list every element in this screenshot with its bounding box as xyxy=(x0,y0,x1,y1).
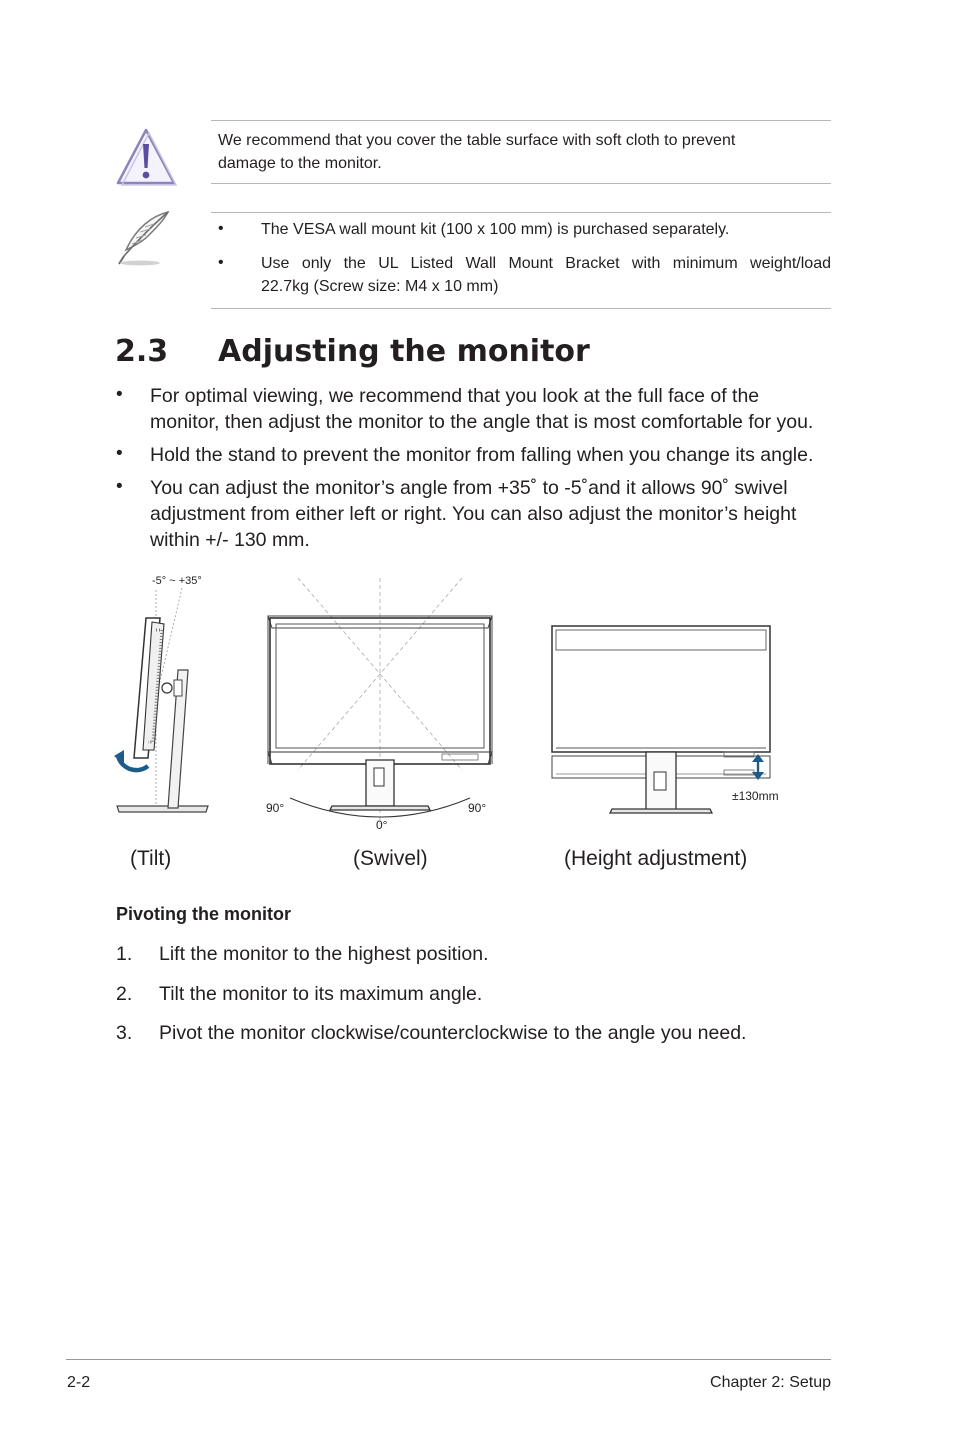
bullet-marker: • xyxy=(116,384,123,405)
footer-rule xyxy=(66,1359,831,1360)
caption-tilt: (Tilt) xyxy=(130,847,172,870)
section-title: Adjusting the monitor xyxy=(218,334,590,369)
section-number: 2.3 xyxy=(115,334,169,369)
note-item-2-line2: 22.7kg (Screw size: M4 x 10 mm) xyxy=(261,278,499,295)
bullet-1-line2: monitor, then adjust the monitor to the angle that is most comfortable for you. xyxy=(150,411,814,433)
bullet-3-line3: within +/- 130 mm. xyxy=(150,529,310,551)
bullet-marker: • xyxy=(116,443,123,464)
tilt-figure xyxy=(112,570,222,825)
step-text: Pivot the monitor clockwise/counterclockwise to the angle you need. xyxy=(159,1022,747,1044)
swivel-right-label: 90° xyxy=(468,801,487,815)
swivel-left-label: 90° xyxy=(266,801,285,815)
caption-height: (Height adjustment) xyxy=(564,847,748,870)
height-range-label: ±130mm xyxy=(732,789,779,803)
page-number: 2-2 xyxy=(67,1374,91,1391)
caution-text-line2: damage to the monitor. xyxy=(218,155,382,172)
chapter-label: Chapter 2: Setup xyxy=(710,1374,831,1391)
note-bullet-1: • xyxy=(218,220,224,237)
bullet-3-line2: adjustment from either left or right. You can also adjust the monitor’s height xyxy=(150,503,797,525)
bullet-1-line1: For optimal viewing, we recommend that you look at the full face of the xyxy=(150,385,760,407)
step-number: 2. xyxy=(116,983,133,1005)
caution-top-rule xyxy=(211,120,831,121)
caution-text-line1: We recommend that you cover the table surface with soft cloth to prevent xyxy=(218,132,736,149)
step-number: 3. xyxy=(116,1022,133,1044)
note-bullet-2: • xyxy=(218,254,224,271)
note-bottom-rule xyxy=(211,308,831,309)
feather-quill-icon xyxy=(112,208,176,273)
swivel-figure xyxy=(262,574,498,841)
note-item-2-line1: Use only the UL Listed Wall Mount Bracket with minimum weight/load xyxy=(261,255,831,272)
pivot-heading: Pivoting the monitor xyxy=(116,904,291,924)
height-figure xyxy=(548,620,798,825)
bullet-2-line1: Hold the stand to prevent the monitor from falling when you change its angle. xyxy=(150,444,814,466)
step-text: Tilt the monitor to its maximum angle. xyxy=(159,983,483,1005)
step-text: Lift the monitor to the highest position. xyxy=(159,943,489,965)
note-item-1: The VESA wall mount kit (100 x 100 mm) is purchased separately. xyxy=(261,221,730,238)
bullet-marker: • xyxy=(116,476,123,497)
caution-bottom-rule xyxy=(211,183,831,184)
swivel-center-label: 0° xyxy=(376,818,388,832)
note-top-rule xyxy=(211,212,831,213)
step-number: 1. xyxy=(116,943,133,965)
warning-triangle-icon xyxy=(114,126,178,193)
caption-swivel: (Swivel) xyxy=(353,847,428,870)
bullet-3-line1: You can adjust the monitor’s angle from +35˚ to -5˚and it allows 90˚ swivel xyxy=(150,477,788,499)
tilt-range-label: -5° ~ +35° xyxy=(152,575,202,587)
